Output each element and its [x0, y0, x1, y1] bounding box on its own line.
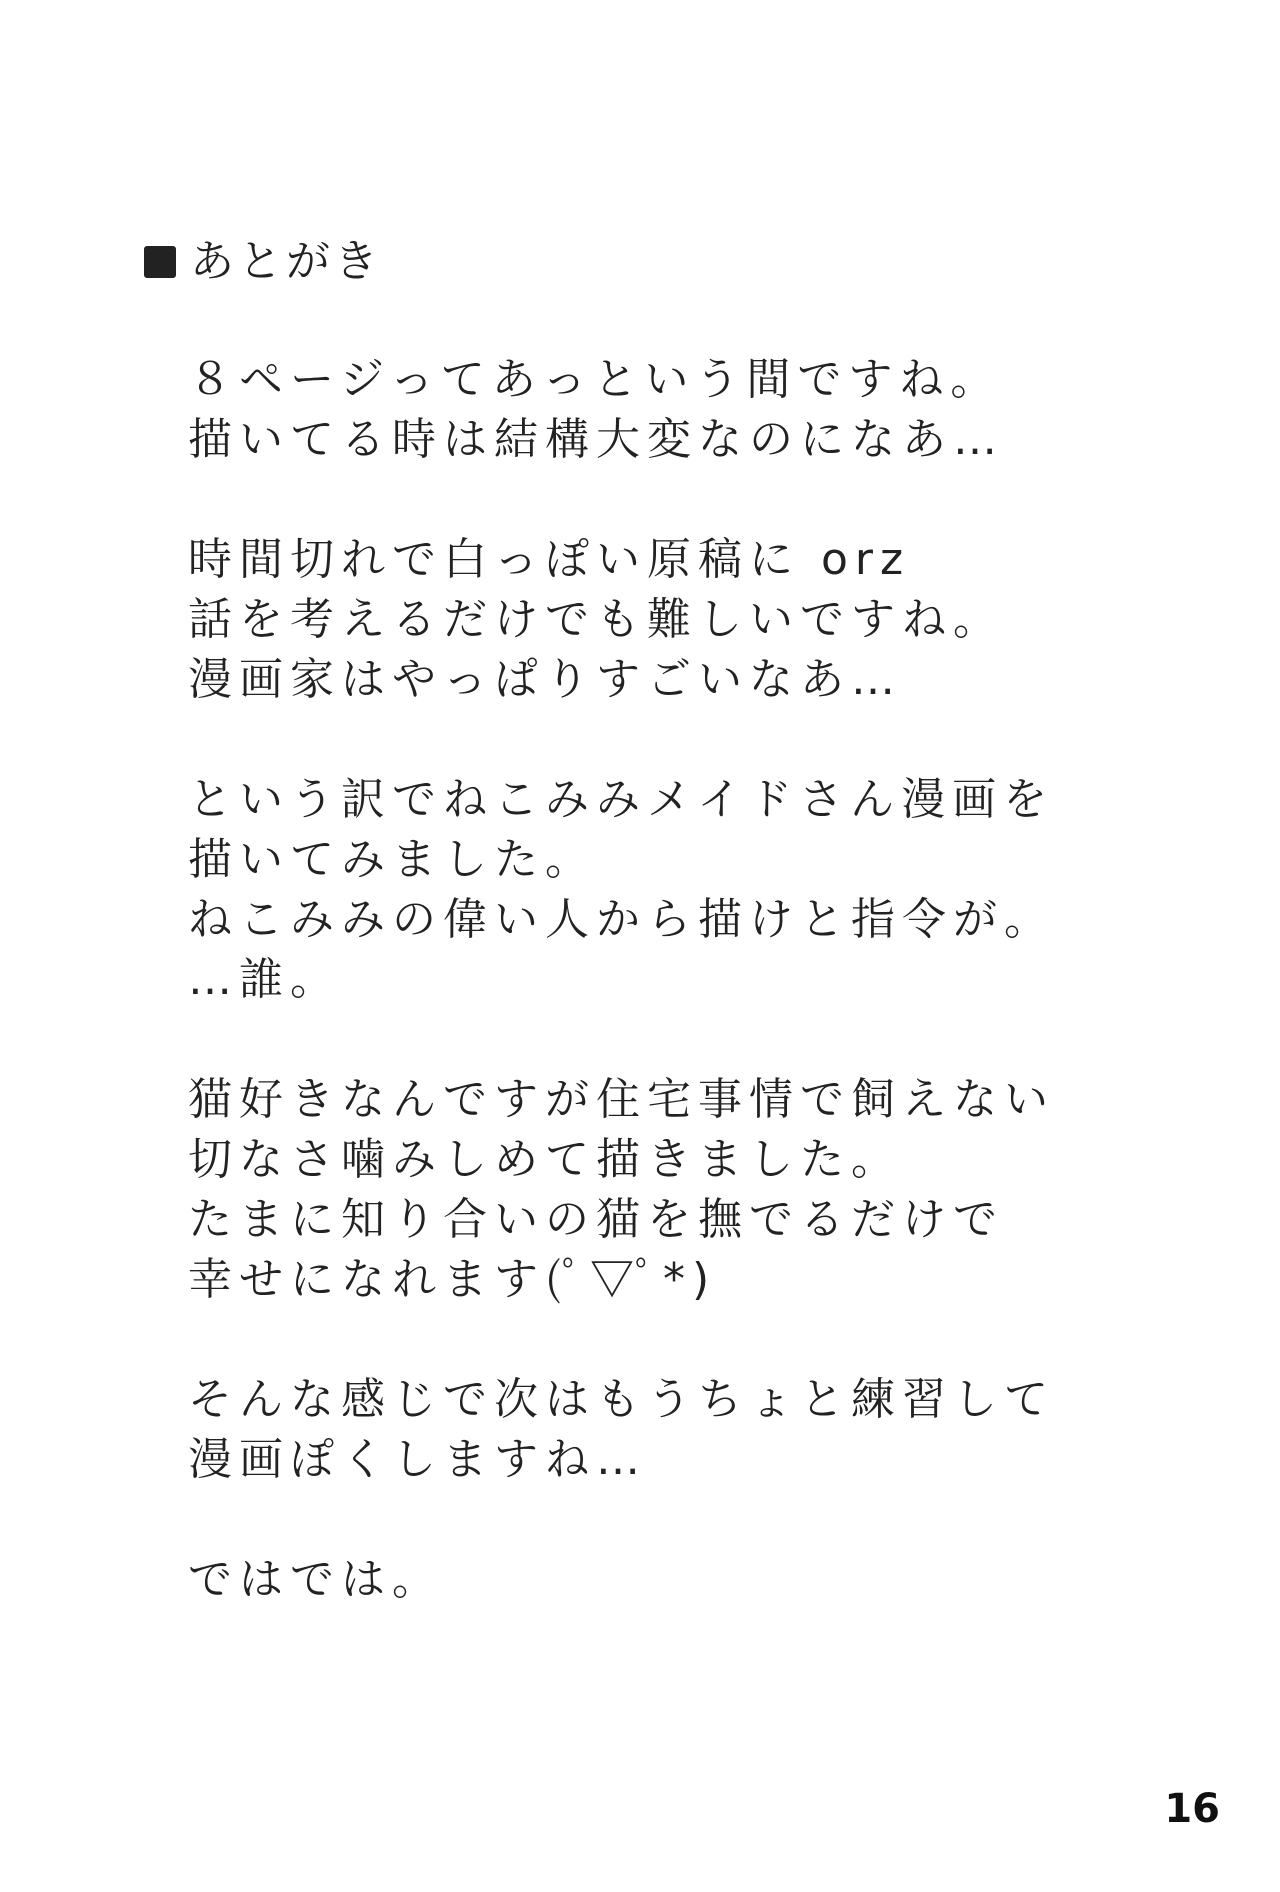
text-line: 漫画家はやっぱりすごいなあ… [188, 654, 902, 705]
paragraph-1 [188, 350, 1188, 470]
afterword-body [188, 350, 1188, 1670]
afterword-heading [144, 232, 382, 292]
text-line: 時間切れで白っぽい原稿に orz [188, 534, 911, 585]
paragraph-4 [188, 1070, 1188, 1310]
paragraph-2 [188, 530, 1188, 710]
paragraph-3 [188, 770, 1188, 1010]
text-line: そんな感じで次はもうちょと練習して [188, 1374, 1055, 1425]
square-bullet-icon [144, 246, 176, 278]
text-line: 描いてる時は結構大変なのになあ… [188, 414, 1004, 465]
heading-text: あとがき [190, 236, 382, 287]
text-line: 切なさ噛みしめて描きました。 [188, 1134, 902, 1185]
text-line: 描いてみました。 [188, 834, 596, 885]
text-line: 漫画ぽくしますね… [188, 1434, 647, 1485]
text-line: 話を考えるだけでも難しいですね。 [188, 594, 1004, 645]
text-line: たまに知り合いの猫を撫でるだけで [188, 1194, 1004, 1245]
text-line: 猫好きなんですが住宅事情で飼えない [188, 1074, 1055, 1125]
text-line: ねこみみの偉い人から描けと指令が。 [188, 894, 1055, 945]
text-line: …誰。 [188, 954, 341, 1005]
text-line: ではでは。 [188, 1554, 443, 1605]
paragraph-6 [188, 1550, 1188, 1610]
page-number: 16 [1164, 1786, 1220, 1832]
text-line: 幸せになれます(ﾟ▽ﾟ*) [188, 1254, 717, 1305]
text-line: という訳でねこみみメイドさん漫画を [188, 774, 1055, 825]
text-line: ８ページってあっという間ですね。 [188, 354, 1002, 405]
paragraph-5 [188, 1370, 1188, 1490]
